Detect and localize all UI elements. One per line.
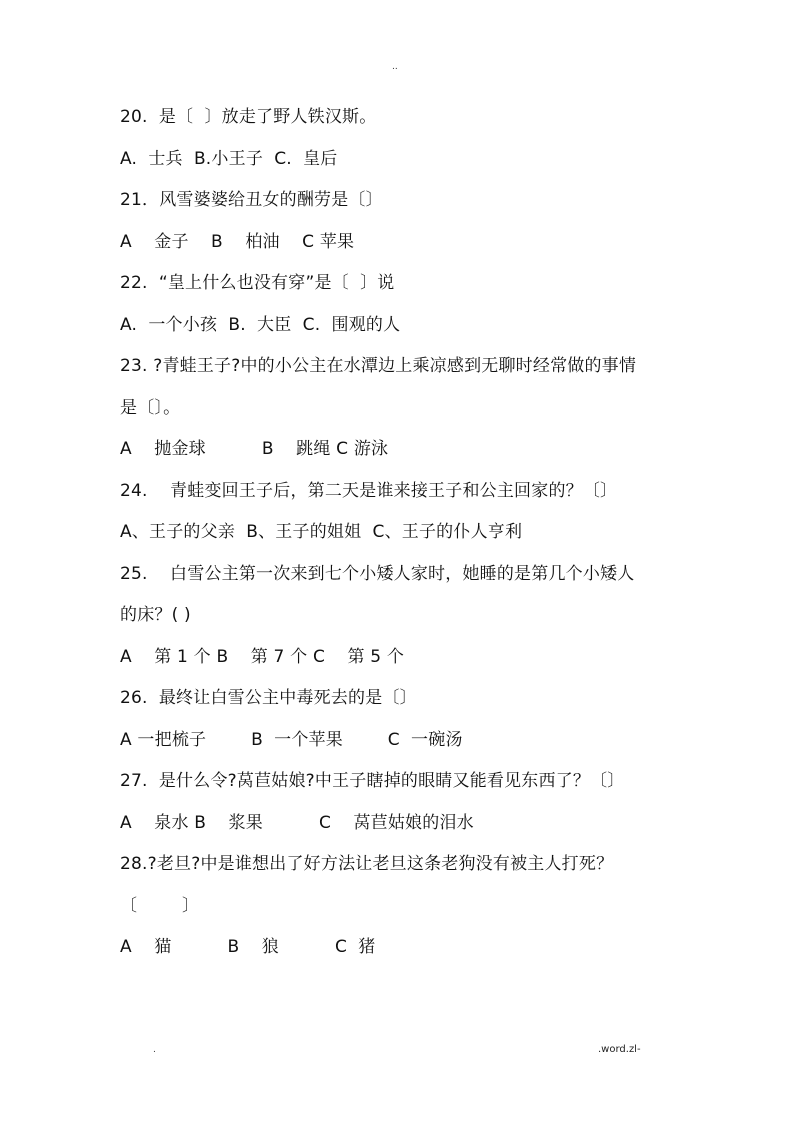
- answer-options-28: A 猫 B 狼 C 猪: [120, 937, 376, 957]
- question-24: 24. 青蛙变回王子后，第二天是谁来接王子和公主回家的？〔〕: [120, 480, 618, 501]
- question-28-continued: 〔 〕: [120, 895, 200, 916]
- answer-options-21: A 金子 B 柏油 C 苹果: [120, 231, 355, 252]
- question-28: 28.?老旦?中是谁想出了好方法让老旦这条老狗没有被主人打死？: [120, 854, 614, 874]
- answer-options-24: A、王子的父亲 B、王子的姐姐 C、王子的仆人亨利: [120, 522, 523, 542]
- question-21: 21．风雪婆婆给丑女的酬劳是〔〕: [120, 190, 383, 210]
- question-25: 25. 白雪公主第一次来到七个小矮人家时，她睡的是第几个小矮人: [120, 563, 635, 584]
- question-22: 22. “皇上什么也没有穿”是〔 〕说: [120, 273, 395, 293]
- answer-options-26: A 一把梳子 B 一个苹果 C 一碗汤: [120, 729, 463, 750]
- footer-left-mark: .: [153, 1045, 156, 1055]
- question-25-continued: 的床？( ): [120, 605, 191, 625]
- answer-options-23: A 抛金球 B 跳绳 C 游泳: [120, 439, 389, 459]
- answer-options-27: A 泉水 B 浆果 C 莴苣姑娘的泪水: [120, 812, 474, 833]
- question-27: 27. 是什么令?莴苣姑娘?中王子瞎掉的眼睛又能看见东西了？〔〕: [120, 771, 625, 791]
- answer-options-22: A. 一个小孩 B. 大臣 C. 围观的人: [120, 314, 401, 335]
- header-mark: ..: [392, 62, 398, 72]
- footer-source-text: .word.zl-: [598, 1044, 641, 1055]
- document-body: [120, 97, 680, 969]
- question-23-continued: 是〔〕。: [120, 397, 181, 418]
- answer-options-25: A 第 1 个 B 第 7 个 C 第 5 个: [120, 646, 405, 667]
- answer-options-20: A. 士兵 B.小王子 C. 皇后: [120, 148, 338, 169]
- question-26: 26. 最终让白雪公主中毒死去的是〔〕: [120, 688, 417, 708]
- question-23: 23. ?青蛙王子?中的小公主在水潭边上乘凉感到无聊时经常做的事情: [120, 356, 637, 376]
- question-20: 20. 是〔 〕放走了野人铁汉斯。: [120, 107, 377, 127]
